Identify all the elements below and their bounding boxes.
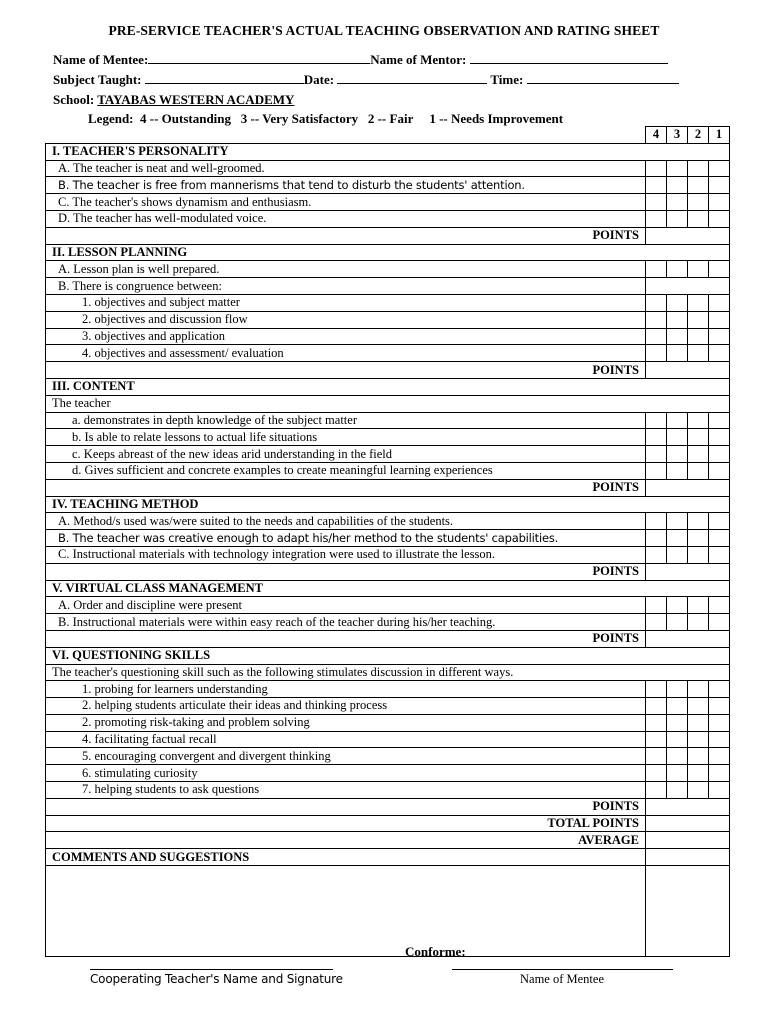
rating-cell[interactable] [667, 160, 688, 177]
points-label: POINTS [46, 798, 646, 815]
rating-cell[interactable] [667, 194, 688, 211]
points-label: POINTS [46, 630, 646, 647]
subject-label: Subject Taught: [53, 72, 142, 87]
points-row [46, 362, 730, 379]
rating-cell[interactable] [709, 513, 730, 530]
cooperating-teacher-signature-line[interactable] [90, 969, 333, 970]
criteria-text: D. The teacher has well-modulated voice. [46, 210, 646, 227]
criteria-row [46, 160, 730, 177]
rating-cell[interactable] [709, 177, 730, 194]
criteria-text: A. Order and discipline were present [46, 597, 646, 614]
total-points-value[interactable] [646, 815, 730, 832]
section-header-row [46, 580, 730, 597]
rating-cell[interactable] [709, 194, 730, 211]
criteria-text: 3. objectives and application [46, 328, 646, 345]
rating-cell[interactable] [709, 698, 730, 715]
rating-cell[interactable] [709, 748, 730, 765]
points-value[interactable] [646, 798, 730, 815]
rating-cell[interactable] [646, 194, 667, 211]
points-value[interactable] [646, 479, 730, 496]
rating-cell[interactable] [646, 698, 667, 715]
criteria-text: b. Is able to relate lessons to actual life situations [46, 429, 646, 446]
points-row [46, 798, 730, 815]
rating-cell[interactable] [688, 462, 709, 479]
criteria-text: 2. promoting risk-taking and problem solving [46, 714, 646, 731]
criteria-row [46, 714, 730, 731]
rating-cell[interactable] [709, 294, 730, 311]
rating-cell[interactable] [688, 177, 709, 194]
section-title: V. VIRTUAL CLASS MANAGEMENT [46, 580, 730, 597]
rating-cell[interactable] [688, 782, 709, 799]
criteria-text: 1. objectives and subject matter [46, 294, 646, 311]
school-line [53, 92, 294, 108]
rating-cell[interactable] [667, 782, 688, 799]
rating-cell[interactable] [646, 345, 667, 362]
mentor-field[interactable] [470, 52, 668, 64]
points-value[interactable] [646, 630, 730, 647]
school-label: School: [53, 92, 95, 107]
subject-field[interactable] [145, 72, 304, 84]
section-intro: The teacher [46, 395, 730, 412]
rating-cell[interactable] [646, 177, 667, 194]
rating-cell[interactable] [688, 194, 709, 211]
rating-cell[interactable] [667, 731, 688, 748]
time-label: Time: [490, 72, 524, 87]
rating-cell[interactable] [688, 311, 709, 328]
mentor-label: Name of Mentor: [370, 52, 467, 67]
rating-cell[interactable] [709, 782, 730, 799]
rating-cell[interactable] [688, 597, 709, 614]
rating-cell[interactable] [646, 261, 667, 278]
total-points-row [46, 815, 730, 832]
rating-cell[interactable] [688, 614, 709, 631]
section-title: IV. TEACHING METHOD [46, 496, 730, 513]
rating-cell[interactable] [709, 597, 730, 614]
rating-cell[interactable] [688, 210, 709, 227]
section-intro-row [46, 395, 730, 412]
points-row [46, 563, 730, 580]
rating-cell[interactable] [646, 328, 667, 345]
section-intro-row [46, 664, 730, 681]
total-points-label: TOTAL POINTS [46, 815, 646, 832]
rating-cell[interactable] [709, 345, 730, 362]
criteria-row [46, 328, 730, 345]
rating-cell[interactable] [646, 311, 667, 328]
rating-cell[interactable] [688, 513, 709, 530]
criteria-text: 1. probing for learners understanding [46, 681, 646, 698]
criteria-row [46, 614, 730, 631]
section-header-row [46, 647, 730, 664]
section-header-row [46, 496, 730, 513]
rating-cell[interactable] [646, 782, 667, 799]
criteria-row [46, 446, 730, 463]
criteria-row [46, 748, 730, 765]
rating-cell[interactable] [709, 731, 730, 748]
criteria-row [46, 765, 730, 782]
rating-cell[interactable] [667, 446, 688, 463]
rating-cell[interactable] [667, 765, 688, 782]
comments-header-row [46, 849, 730, 866]
comments-body-row [46, 866, 730, 957]
points-value[interactable] [646, 563, 730, 580]
rating-legend: Legend: 4 -- Outstanding 3 -- Very Satisfactory 2 -- Fair 1 -- Needs Improvement [88, 111, 564, 126]
rating-cell[interactable] [667, 328, 688, 345]
rating-cell[interactable] [709, 530, 730, 547]
rating-cell[interactable] [667, 546, 688, 563]
rating-column-header: 3 [667, 127, 688, 144]
criteria-text: A. Lesson plan is well prepared. [46, 261, 646, 278]
rating-cell[interactable] [709, 614, 730, 631]
rating-cell[interactable] [667, 412, 688, 429]
criteria-text: a. demonstrates in depth knowledge of the subject matter [46, 412, 646, 429]
rating-cell[interactable] [667, 311, 688, 328]
rating-cell[interactable] [667, 681, 688, 698]
rating-cell[interactable] [709, 429, 730, 446]
points-row [46, 227, 730, 244]
rating-cell[interactable] [646, 748, 667, 765]
average-value[interactable] [646, 832, 730, 849]
comments-side-cell [646, 849, 730, 866]
rating-cell[interactable] [646, 294, 667, 311]
criteria-text: B. Instructional materials were within easy reach of the teacher during his/her teaching. [46, 614, 646, 631]
rating-cell[interactable] [709, 462, 730, 479]
rating-cell[interactable] [667, 429, 688, 446]
mentee-field[interactable] [148, 52, 370, 64]
criteria-row [46, 261, 730, 278]
criteria-row [46, 462, 730, 479]
criteria-row [46, 311, 730, 328]
rating-cell[interactable] [667, 294, 688, 311]
section-title: II. LESSON PLANNING [46, 244, 730, 261]
rating-cell[interactable] [667, 462, 688, 479]
rating-cell[interactable] [667, 698, 688, 715]
rating-cell[interactable] [646, 160, 667, 177]
rating-cell[interactable] [646, 429, 667, 446]
criteria-text: B. The teacher is free from mannerisms that tend to disturb the students' attention. [46, 177, 646, 194]
criteria-text: 7. helping students to ask questions [46, 782, 646, 799]
criteria-text: 6. stimulating curiosity [46, 765, 646, 782]
average-label: AVERAGE [46, 832, 646, 849]
rating-cell[interactable] [709, 765, 730, 782]
points-row [46, 630, 730, 647]
points-label: POINTS [46, 479, 646, 496]
section-header-row [46, 244, 730, 261]
criteria-text: C. The teacher's shows dynamism and enthusiasm. [46, 194, 646, 211]
points-value[interactable] [646, 362, 730, 379]
rating-cell[interactable] [667, 261, 688, 278]
rating-cell[interactable] [667, 614, 688, 631]
criteria-row [46, 597, 730, 614]
criteria-text: B. There is congruence between: [46, 278, 646, 295]
criteria-row [46, 429, 730, 446]
rating-cell[interactable] [667, 748, 688, 765]
cooperating-teacher-label: Cooperating Teacher's Name and Signature [90, 972, 343, 986]
rating-cell[interactable] [688, 160, 709, 177]
criteria-text: 2. objectives and discussion flow [46, 311, 646, 328]
rating-cell[interactable] [709, 311, 730, 328]
rating-cell[interactable] [688, 765, 709, 782]
criteria-row [46, 412, 730, 429]
rating-cell[interactable] [646, 681, 667, 698]
rating-cell-empty [667, 278, 688, 295]
criteria-row [46, 513, 730, 530]
page-title: PRE-SERVICE TEACHER'S ACTUAL TEACHING OBSERVATION AND RATING SHEET [108, 23, 660, 38]
comments-label: COMMENTS AND SUGGESTIONS [46, 849, 646, 866]
average-row [46, 832, 730, 849]
criteria-text: d. Gives sufficient and concrete examples to create meaningful learning experiences [46, 462, 646, 479]
criteria-text: 2. helping students articulate their ideas and thinking process [46, 698, 646, 715]
points-label: POINTS [46, 227, 646, 244]
rating-column-header: 2 [688, 127, 709, 144]
criteria-row [46, 530, 730, 547]
rating-cell[interactable] [646, 765, 667, 782]
rating-cell[interactable] [667, 345, 688, 362]
rating-cell[interactable] [667, 210, 688, 227]
rating-cell[interactable] [667, 513, 688, 530]
mentee-label: Name of Mentee: [53, 52, 149, 67]
rating-cell-empty [709, 278, 730, 295]
rating-cell[interactable] [646, 597, 667, 614]
rating-cell[interactable] [667, 530, 688, 547]
criteria-row [46, 731, 730, 748]
rating-column-header: 1 [709, 127, 730, 144]
rating-cell[interactable] [646, 530, 667, 547]
section-title: VI. QUESTIONING SKILLS [46, 647, 730, 664]
criteria-row [46, 294, 730, 311]
section-intro: The teacher's questioning skill such as the following stimulates discussion in different ways. [46, 664, 730, 681]
date-label: Date: [303, 72, 335, 87]
comments-area[interactable] [46, 866, 646, 957]
rating-cell[interactable] [709, 714, 730, 731]
rating-cell[interactable] [688, 731, 709, 748]
points-value[interactable] [646, 227, 730, 244]
rating-cell[interactable] [667, 177, 688, 194]
rating-cell[interactable] [688, 412, 709, 429]
subject-date-time-line [53, 72, 679, 88]
rating-cell[interactable] [688, 681, 709, 698]
rating-cell[interactable] [646, 546, 667, 563]
rating-header-spacer [46, 127, 646, 144]
criteria-row [46, 345, 730, 362]
criteria-row [46, 681, 730, 698]
mentee-mentor-line [53, 52, 668, 68]
points-row [46, 479, 730, 496]
rating-cell[interactable] [688, 294, 709, 311]
points-label: POINTS [46, 563, 646, 580]
criteria-text: C. Instructional materials with technology integration were used to illustrate the lesson. [46, 546, 646, 563]
mentee-signature-label: Name of Mentee [520, 972, 604, 986]
criteria-text: 5. encouraging convergent and divergent thinking [46, 748, 646, 765]
time-field[interactable] [527, 72, 679, 84]
rating-header-row [46, 127, 730, 144]
rating-cell[interactable] [688, 328, 709, 345]
rating-cell[interactable] [709, 261, 730, 278]
section-title: III. CONTENT [46, 378, 730, 395]
rating-cell[interactable] [709, 328, 730, 345]
points-label: POINTS [46, 362, 646, 379]
criteria-row [46, 177, 730, 194]
rating-cell[interactable] [667, 714, 688, 731]
rating-cell[interactable] [667, 597, 688, 614]
criteria-row [46, 546, 730, 563]
rating-cell[interactable] [646, 446, 667, 463]
rating-cell[interactable] [646, 513, 667, 530]
criteria-text: c. Keeps abreast of the new ideas arid understanding in the field [46, 446, 646, 463]
rating-cell[interactable] [709, 446, 730, 463]
rating-cell[interactable] [709, 160, 730, 177]
date-field[interactable] [337, 72, 487, 84]
criteria-text: A. Method/s used was/were suited to the needs and capabilities of the students. [46, 513, 646, 530]
rating-column-header: 4 [646, 127, 667, 144]
rating-cell[interactable] [646, 210, 667, 227]
rating-cell[interactable] [646, 462, 667, 479]
criteria-row [46, 210, 730, 227]
criteria-text: B. The teacher was creative enough to adapt his/her method to the students' capabilities. [46, 530, 646, 547]
rating-cell-empty [646, 278, 667, 295]
criteria-row [46, 698, 730, 715]
criteria-row [46, 782, 730, 799]
criteria-row [46, 194, 730, 211]
rating-cell[interactable] [646, 412, 667, 429]
criteria-text: 4. objectives and assessment/ evaluation [46, 345, 646, 362]
rating-table [45, 126, 730, 957]
criteria-text: 4. facilitating factual recall [46, 731, 646, 748]
rating-cell[interactable] [688, 714, 709, 731]
rating-cell[interactable] [709, 412, 730, 429]
rating-cell-empty [688, 278, 709, 295]
rating-cell[interactable] [646, 614, 667, 631]
criteria-row [46, 278, 730, 295]
section-header-row [46, 378, 730, 395]
rating-cell[interactable] [688, 748, 709, 765]
rating-cell[interactable] [709, 546, 730, 563]
mentee-signature-line[interactable] [452, 969, 673, 970]
rating-cell[interactable] [688, 429, 709, 446]
rating-cell[interactable] [646, 714, 667, 731]
rating-cell[interactable] [709, 681, 730, 698]
conforme-label: Conforme: [405, 944, 466, 959]
section-header-row [46, 143, 730, 160]
rating-cell[interactable] [688, 546, 709, 563]
rating-cell[interactable] [688, 261, 709, 278]
rating-cell[interactable] [646, 731, 667, 748]
criteria-text: A. The teacher is neat and well-groomed. [46, 160, 646, 177]
rating-cell[interactable] [688, 345, 709, 362]
comments-side-area [646, 866, 730, 957]
rating-cell[interactable] [709, 210, 730, 227]
school-name: TAYABAS WESTERN ACADEMY [97, 92, 295, 107]
section-title: I. TEACHER'S PERSONALITY [46, 143, 730, 160]
rating-cell[interactable] [688, 446, 709, 463]
rating-cell[interactable] [688, 530, 709, 547]
rating-cell[interactable] [688, 698, 709, 715]
